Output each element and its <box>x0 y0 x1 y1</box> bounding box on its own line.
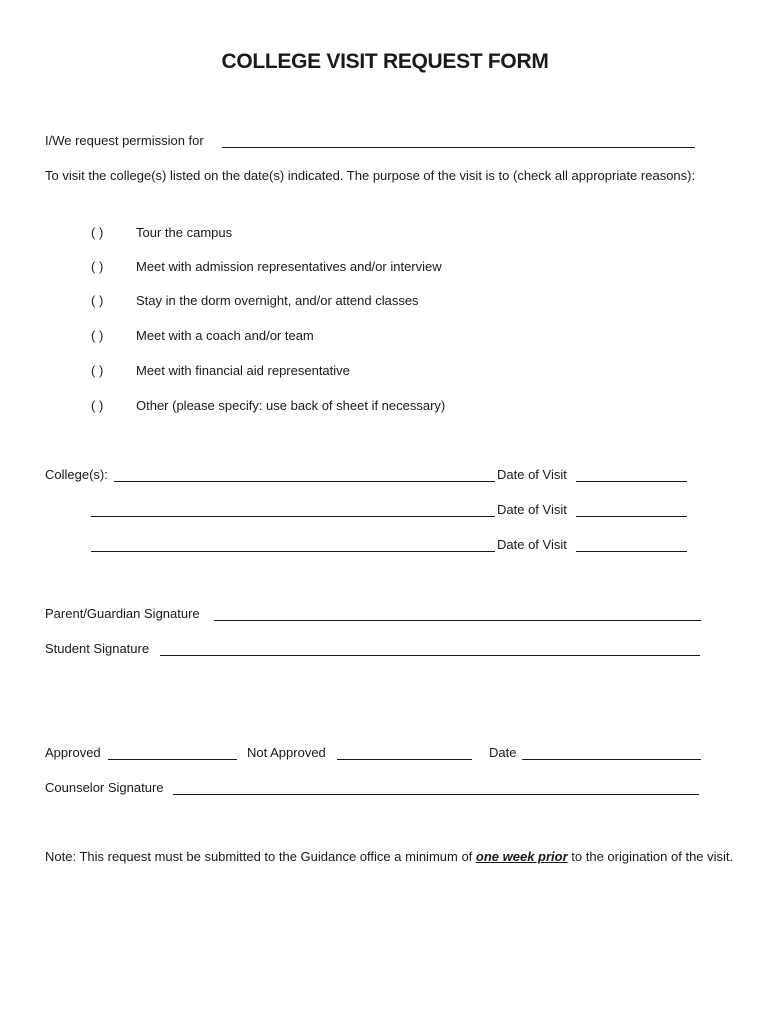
reason-checkbox-2[interactable]: ( ) <box>91 259 104 274</box>
student-signature-field[interactable] <box>160 641 700 656</box>
date-label: Date <box>489 745 517 760</box>
date-of-visit-field-2[interactable] <box>576 502 687 517</box>
request-label: I/We request permission for <box>45 133 204 148</box>
date-of-visit-label: Date of Visit <box>497 467 567 482</box>
note-emphasis: one week prior <box>475 849 568 864</box>
reason-checkbox-4[interactable]: ( ) <box>91 328 104 343</box>
college-field-3[interactable] <box>91 537 495 552</box>
date-of-visit-field-3[interactable] <box>576 537 687 552</box>
approved-field[interactable] <box>108 745 237 760</box>
reason-checkbox-6[interactable]: ( ) <box>91 398 104 413</box>
reason-tour-campus: Tour the campus <box>136 225 233 240</box>
parent-signature-label: Parent/Guardian Signature <box>45 606 200 621</box>
page-title: COLLEGE VISIT REQUEST FORM <box>221 50 549 73</box>
reason-admission-interview: Meet with admission representatives and/or interview <box>136 259 442 274</box>
not-approved-field[interactable] <box>337 745 472 760</box>
reason-checkbox-5[interactable]: ( ) <box>91 363 104 378</box>
reason-checkbox-1[interactable]: ( ) <box>91 225 104 240</box>
college-field-1[interactable] <box>114 467 495 482</box>
counselor-signature-label: Counselor Signature <box>45 780 164 795</box>
student-signature-label: Student Signature <box>45 641 150 656</box>
reason-dorm-overnight: Stay in the dorm overnight, and/or attend classes <box>136 293 419 308</box>
date-of-visit-field-1[interactable] <box>576 467 687 482</box>
college-field-2[interactable] <box>91 502 495 517</box>
reason-checkbox-3[interactable]: ( ) <box>91 293 104 308</box>
parent-signature-field[interactable] <box>214 606 701 621</box>
reason-other: Other (please specify: use back of sheet if necessary) <box>136 398 446 413</box>
request-name-field[interactable] <box>222 133 695 148</box>
date-of-visit-label: Date of Visit <box>497 537 567 552</box>
date-field[interactable] <box>522 745 701 760</box>
submission-note <box>45 846 735 868</box>
approved-label: Approved <box>45 745 101 760</box>
not-approved-label: Not Approved <box>247 745 326 760</box>
note-text-start: Note: This request must be submitted to the Guidance office a minimum of <box>45 849 476 864</box>
colleges-label: College(s): <box>45 467 108 482</box>
date-of-visit-label: Date of Visit <box>497 502 567 517</box>
note-text-end: to the origination of the visit. <box>567 849 734 864</box>
reason-coach-team: Meet with a coach and/or team <box>136 328 314 343</box>
reason-financial-aid: Meet with financial aid representative <box>136 363 350 378</box>
counselor-signature-field[interactable] <box>173 780 699 795</box>
purpose-text: To visit the college(s) listed on the date(s) indicated. The purpose of the visit is to (check all appropriate reasons): <box>45 168 696 183</box>
